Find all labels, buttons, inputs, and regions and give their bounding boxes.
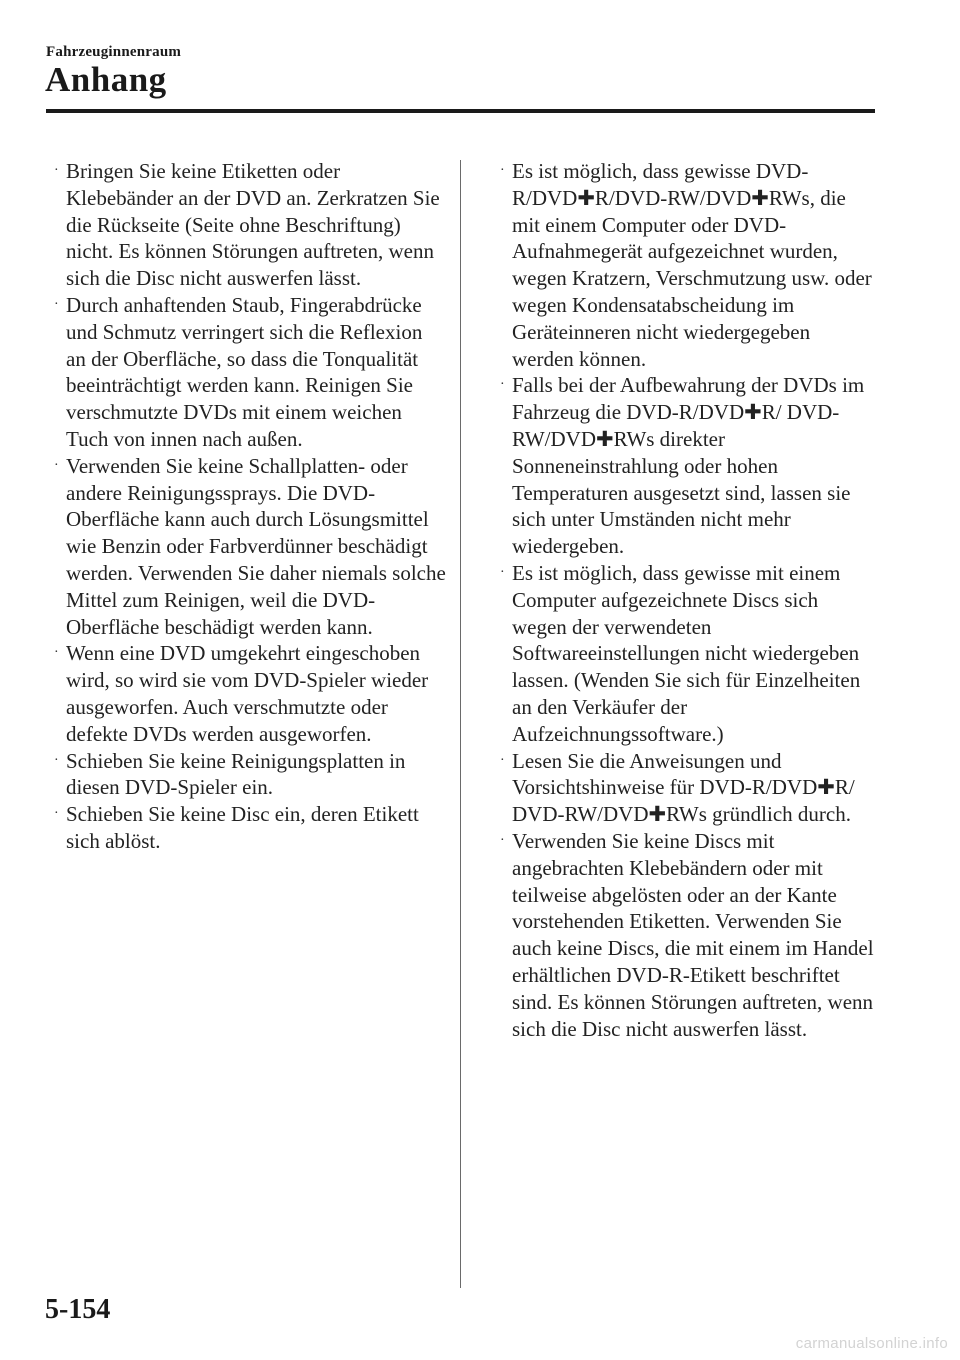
bullet-text: Verwenden Sie keine Schallplatten- oder andere Reinigungssprays. Die DVD-Oberfläche kann auch durch Lösungsmittel wie Benzin oder Farbverdünner beschädigt werden. Verwenden Sie daher niemals solche Mittel zum Reinigen, weil die DVD-Oberfläche beschädigt werden kann. [66,453,446,639]
bullet-text: Falls bei der Aufbewahrung der DVDs im Fahrzeug die DVD-R/DVD✚R/ DVD-RW/DVD✚RWs direkter Sonneneinstrahlung oder hohen Temperaturen ausgesetzt sind, lassen sie sich unter Umständen nicht mehr wiedergeben. [512,373,865,559]
right-column [492,158,877,1042]
bullet-item [46,158,446,292]
column-divider [460,160,461,1288]
bullet-text: Verwenden Sie keine Discs mit angebrachten Klebebändern oder mit teilweise abgelösten oder an der Kante vorstehenden Etiketten. Verwenden Sie auch keine Discs, die mit einem im Handel erhältlichen DVD-R-Etikett beschriftet sind. Es können Störungen auftreten, wenn sich die Disc nicht auswerfen lässt. [512,828,874,1041]
bullet-item [492,158,877,372]
bullet-item [492,748,877,828]
bullet-marker: · [500,377,505,393]
bullet-item [492,828,877,1042]
bullet-marker: · [54,457,59,473]
bullet-marker: · [54,296,59,312]
bullet-item [46,640,446,747]
page-title: Anhang [45,60,167,99]
bullet-text: Es ist möglich, dass gewisse DVD-R/DVD✚R/DVD-RW/DVD✚RWs, die mit einem Computer oder DVD-Aufnahmegerät aufgezeichnet wurden, wegen Kratzern, Verschmutzung usw. oder wegen Kondensatabscheidung im Geräteinneren nicht wiedergegeben werden können. [512,159,872,371]
bullet-text: Schieben Sie keine Reinigungsplatten in diesen DVD-Spieler ein. [66,748,406,800]
bullet-text: Durch anhaftenden Staub, Fingerabdrücke und Schmutz verringert sich die Reflexion an der Oberfläche, so dass die Tonqualität beeinträchtigt werden kann. Reinigen Sie verschmutzte DVDs mit einem weichen Tuch von innen nach außen. [66,292,423,451]
bullet-text: Es ist möglich, dass gewisse mit einem Computer aufgezeichnete Discs sich wegen der verwendeten Softwareeinstellungen nicht wiedergeben lassen. (Wenden Sie sich für Einzelheiten an den Verkäufer der Aufzeichnungssoftware.) [512,560,861,746]
bullet-text: Schieben Sie keine Disc ein, deren Etikett sich ablöst. [66,802,419,853]
bullet-text: Bringen Sie keine Etiketten oder Klebebänder an der DVD an. Zerkratzen Sie die Rückseite (Seite ohne Beschriftung) nicht. Es können Störungen auftreten, wenn sich die Disc nicht auswerfen lässt. [66,159,440,291]
bullet-marker: · [500,832,505,848]
bullet-marker: · [500,163,505,178]
bullet-marker: · [54,645,59,661]
left-column [46,158,446,855]
bullet-marker: · [54,752,59,768]
bullet-text: Lesen Sie die Anweisungen und Vorsichtshinweise für DVD-R/DVD✚R/ DVD-RW/DVD✚RWs gründlich durch. [512,748,855,827]
bullet-item [46,748,446,802]
bullet-item [46,801,446,855]
bullet-item [492,560,877,748]
bullet-marker: · [54,806,59,822]
bullet-text: Wenn eine DVD umgekehrt eingeschoben wird, so wird sie vom DVD-Spieler wieder ausgeworfen. Auch verschmutzte oder defekte DVDs werden ausgeworfen. [66,641,429,746]
header-rule [46,109,875,113]
bullet-item [492,372,877,560]
bullet-marker: · [54,163,59,178]
watermark-link[interactable]: carmanualsonline.info [795,1335,948,1352]
bullet-item [46,453,446,641]
bullet-item [46,292,446,453]
bullet-marker: · [500,564,505,580]
section-label: Fahrzeuginnenraum [46,44,182,60]
page-number: 5-154 [45,1294,111,1325]
bullet-marker: · [500,752,505,768]
